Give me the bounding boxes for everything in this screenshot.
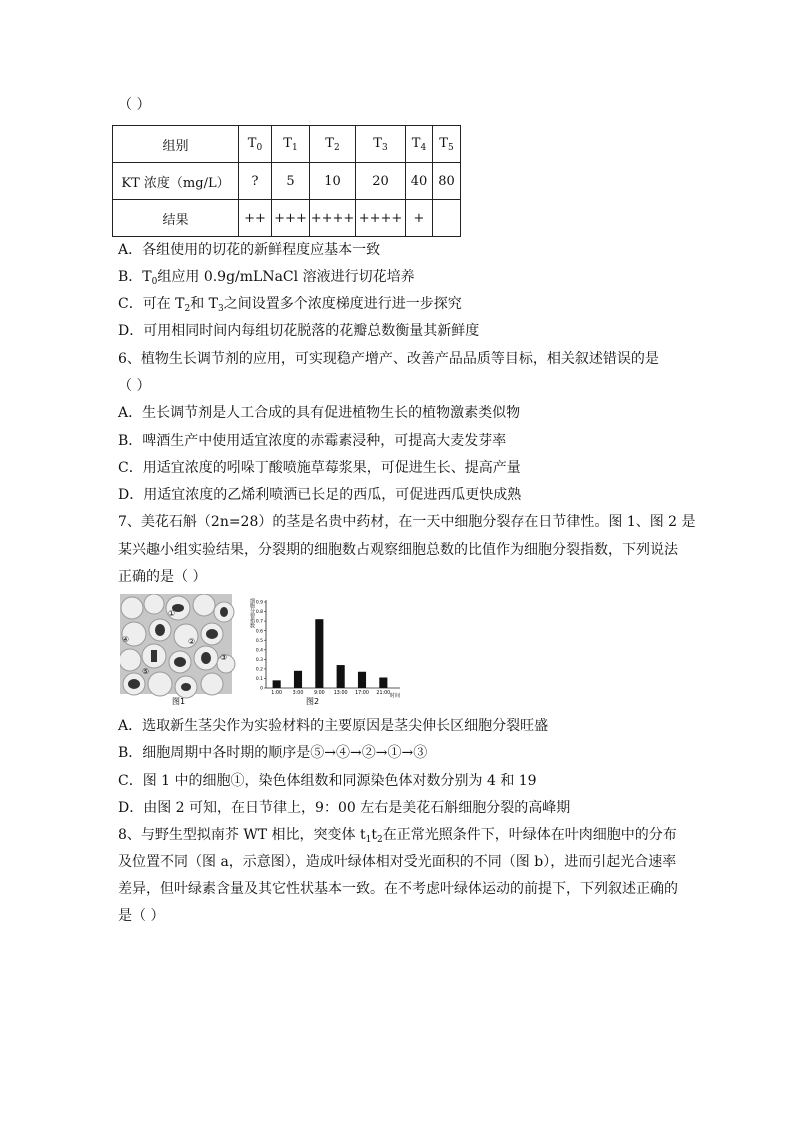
x-tick-label: 13:00: [333, 691, 348, 696]
table-cell: 80: [433, 163, 461, 200]
table-cell: [433, 200, 461, 237]
q7-stem-line-2: 某兴趣小组实验结果，分裂期的细胞数占观察细胞总数的比值作为细胞分裂指数，下列说法: [118, 542, 678, 558]
header-cell-t1: $T_1$: [272, 126, 310, 163]
row-label-result: 结果: [113, 200, 239, 237]
q6-stem: 6、植物生长调节剂的应用，可实现稳产增产、改善产品品质等目标，相关叙述错误的是: [118, 351, 659, 367]
y-tick-label: 0.6: [255, 629, 263, 635]
q7-option-c: C．图 1 中的细胞①，染色体组数和同源染色体对数分别为 4 和 19: [118, 773, 537, 789]
y-tick-label: 0.4: [255, 648, 263, 654]
table-row-concentration: [113, 163, 461, 200]
cell-label-3: ③: [220, 653, 228, 662]
bar-21-00: [379, 677, 387, 688]
q6-answer-paren: （ ）: [118, 378, 151, 394]
y-tick-label: 0.5: [255, 638, 263, 644]
bar-9-00: [315, 619, 323, 688]
figure-1-caption: 图1: [172, 697, 186, 706]
q6-option-a: A．生长调节剂是人工合成的具有促进植物生长的植物激素类似物: [118, 405, 521, 421]
y-tick-label: 0.9: [255, 600, 263, 606]
table-cell: ?: [239, 163, 272, 200]
x-tick-label: 3:00: [292, 691, 304, 696]
table-cell: 10: [310, 163, 356, 200]
table-row-result: [113, 200, 461, 237]
y-axis-label: 细胞分裂指数: [249, 598, 255, 628]
q6-option-b: B．啤酒生产中使用适宜浓度的赤霉素浸种，可提高大麦发芽率: [118, 433, 507, 449]
table-cell: ++++: [356, 200, 406, 237]
header-cell-t2: $T_2$: [310, 126, 356, 163]
q7-figures: [120, 594, 410, 706]
q6-option-c: C．用适宜浓度的吲哚丁酸喷施草莓浆果，可促进生长、提高产量: [118, 460, 521, 476]
q7-option-b: B．细胞周期中各时期的顺序是⑤→④→②→①→③: [118, 745, 428, 761]
q7-option-d: D．由图 2 可知，在日节律上，9：00 左右是美花石斛细胞分裂的高峰期: [118, 800, 571, 816]
figure-2-bar-chart: [249, 597, 400, 699]
y-tick-label: 0.8: [255, 610, 263, 616]
kt-concentration-table: [112, 125, 461, 237]
header-cell-t5: $T_5$: [433, 126, 461, 163]
cell-label-5: ⑤: [142, 667, 150, 676]
table-cell: +: [406, 200, 433, 237]
bar-3-00: [294, 671, 302, 688]
table-header-row: [113, 126, 461, 163]
bar-1-00: [273, 680, 281, 688]
q5-option-a: A．各组使用的切花的新鲜程度应基本一致: [118, 242, 381, 258]
header-cell-t0: $T_0$: [239, 126, 272, 163]
cell-label-1: ①: [168, 609, 176, 618]
table-cell: ++: [239, 200, 272, 237]
figure-2-caption: 图2: [306, 697, 320, 706]
y-tick-label: 0.3: [255, 657, 263, 663]
q8-stem-line-2: 及位置不同（图 a，示意图），造成叶绿体相对受光面积的不同（图 b），进而引起光合速率: [118, 854, 677, 870]
table-cell: 40: [406, 163, 433, 200]
q7-stem-line-1: 7、美花石斛（2n=28）的茎是名贵中药材，在一天中细胞分裂存在日节律性。图 1、图 2 是: [118, 514, 696, 530]
cell-label-2: ②: [188, 637, 196, 646]
q5-option-b: B．$T_0$组应用 0.9g/mLNaCl 溶液进行切花培养: [118, 269, 415, 287]
bar-13-00: [337, 665, 345, 688]
q5-option-d: D．可用相同时间内每组切花脱落的花瓣总数衡量其新鲜度: [118, 323, 480, 339]
q5-answer-paren: （ ）: [118, 97, 151, 113]
row-label-concentration: KT 浓度（mg/L）: [113, 163, 239, 200]
header-cell-t3: $T_3$: [356, 126, 406, 163]
cell-label-4: ④: [122, 635, 130, 644]
q7-option-a: A．选取新生茎尖作为实验材料的主要原因是茎尖伸长区细胞分裂旺盛: [118, 718, 549, 734]
table-cell: ++++: [310, 200, 356, 237]
q7-stem-line-3: 正确的是（ ）: [118, 569, 207, 585]
header-cell-t4: $T_4$: [406, 126, 433, 163]
table-cell: +++: [272, 200, 310, 237]
y-tick-label: 0: [260, 686, 263, 692]
header-cell-group: 组别: [113, 126, 239, 163]
y-tick-label: 0.1: [255, 677, 263, 683]
q8-stem-line-1: 8、与野生型拟南芥 WT 相比，突变体 $t_1t_2$在正常光照条件下，叶绿体在叶肉细胞中的分布: [118, 827, 677, 845]
x-tick-label: 9:00: [313, 691, 325, 696]
table-cell: 20: [356, 163, 406, 200]
table-cell: 5: [272, 163, 310, 200]
y-tick-label: 0.7: [255, 619, 263, 625]
x-tick-label: 21:00: [376, 691, 391, 696]
q6-option-d: D．用适宜浓度的乙烯利喷洒已长足的西瓜，可促进西瓜更快成熟: [118, 487, 522, 503]
q5-option-c: C．可在 $T_2$和 $T_3$之间设置多个浓度梯度进行进一步探究: [118, 296, 462, 314]
q8-stem-line-3: 差异，但叶绿素含量及其它性状基本一致。在不考虑叶绿体运动的前提下，下列叙述正确的: [118, 881, 678, 897]
x-tick-label: 1:00: [271, 691, 283, 696]
y-tick-label: 0.2: [255, 667, 263, 673]
x-axis-label: 时间: [390, 693, 401, 699]
figure-1-micrograph: [120, 594, 235, 698]
bar-17-00: [358, 672, 366, 688]
q8-stem-line-4: 是（ ）: [118, 908, 165, 924]
x-tick-label: 17:00: [355, 691, 369, 696]
